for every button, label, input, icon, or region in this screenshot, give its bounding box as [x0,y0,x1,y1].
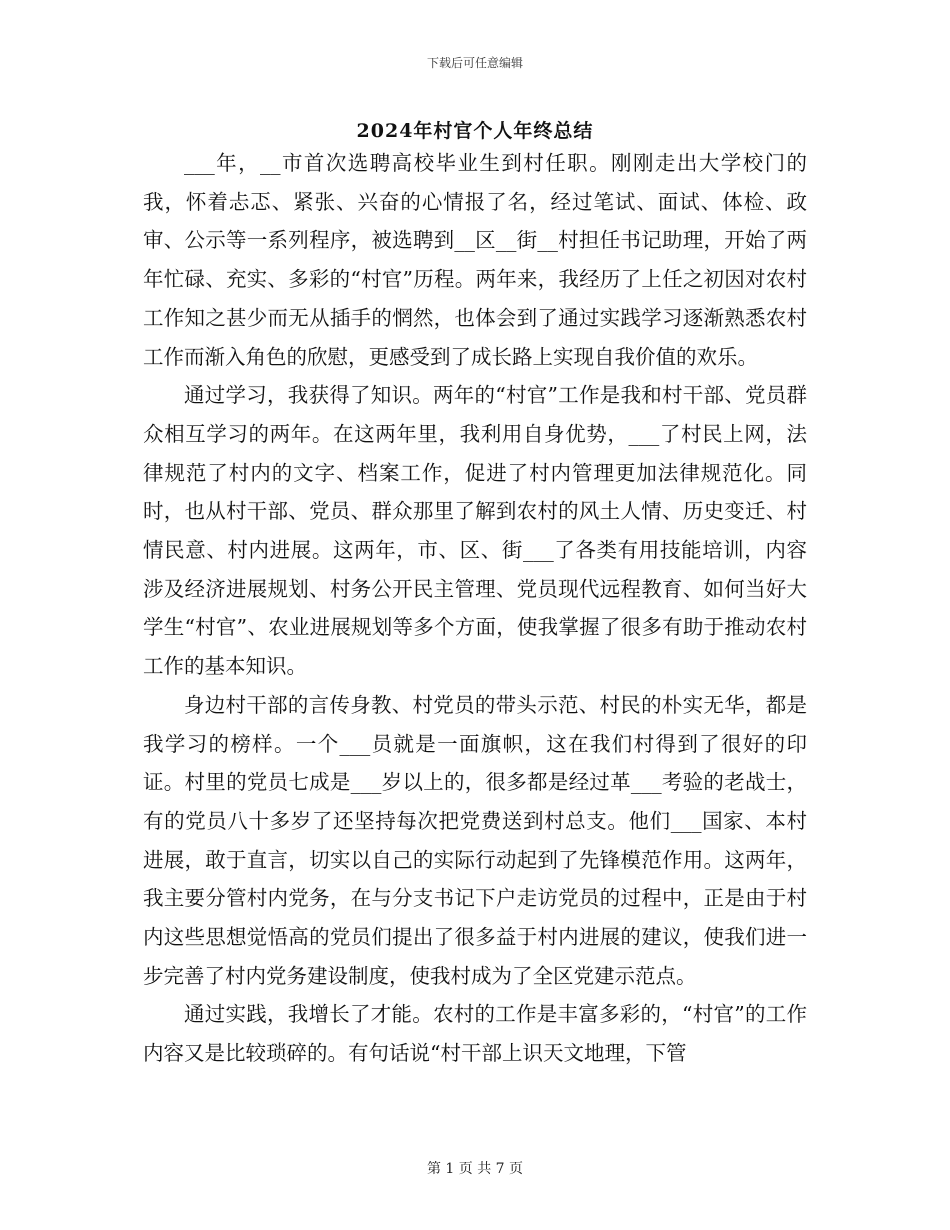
document-body [143,144,807,1073]
paragraph-practice: 通过实践，我增长了才能。农村的工作是丰富多彩的，“村官”的工作内容又是比较琐碎的。有句话说“村干部上识天文地理，下管 [143,1002,807,1066]
paragraph-learning: 通过学习，我获得了知识。两年的“村官”工作是我和村干部、党员群众相互学习的两年。在这两年里，我利用自身优势，___了村民上网，法律规范了村内的文字、档案工作，促进了村内管理更加法律规范化。同时，也从村干部、党员、群众那里了解到农村的风土人情、历史变迁、村情民意、村内进展。这两年，市、区、街___了各类有用技能培训，内容涉及经济进展规划、村务公开民主管理、党员现代远程教育、如何当好大学生“村官”、农业进展规划等多个方面，使我掌握了很多有助于推动农村工作的基本知识。 [143,383,807,679]
page-number: 第 1 页 共 7 页 [426,1161,524,1177]
paragraph-role-models: 身边村干部的言传身教、村党员的带头示范、村民的朴实无华，都是我学习的榜样。一个___员就是一面旗帜，这在我们村得到了很好的印证。村里的党员七成是___岁以上的，很多都是经过革___考验的老战士，有的党员八十多岁了还坚持每次把党费送到村总支。他们___国家、本村进展，敢于直言，切实以自己的实际行动起到了先锋模范作用。这两年，我主要分管村内党务，在与分支书记下户走访党员的过程中，正是由于村内这些思想觉悟高的党员们提出了很多益于村内进展的建议，使我们进一步完善了村内党务建设制度，使我村成为了全区党建示范点。 [143,692,807,988]
document-title: 2024年村官个人年终总结 [356,120,594,142]
page-header-note: 下载后可任意编辑 [426,56,523,70]
paragraph-intro: ___年，__市首次选聘高校毕业生到村任职。刚刚走出大学校门的我，怀着忐忑、紧张、兴奋的心情报了名，经过笔试、面试、体检、政审、公示等一系列程序，被选聘到__区__街__村担任书记助理，开始了两年忙碌、充实、多彩的“村官”历程。两年来，我经历了上任之初因对农村工作知之甚少而无从插手的惘然，也体会到了通过实践学习逐渐熟悉农村工作而渐入角色的欣慰，更感受到了成长路上实现自我价值的欢乐。 [143,151,807,369]
